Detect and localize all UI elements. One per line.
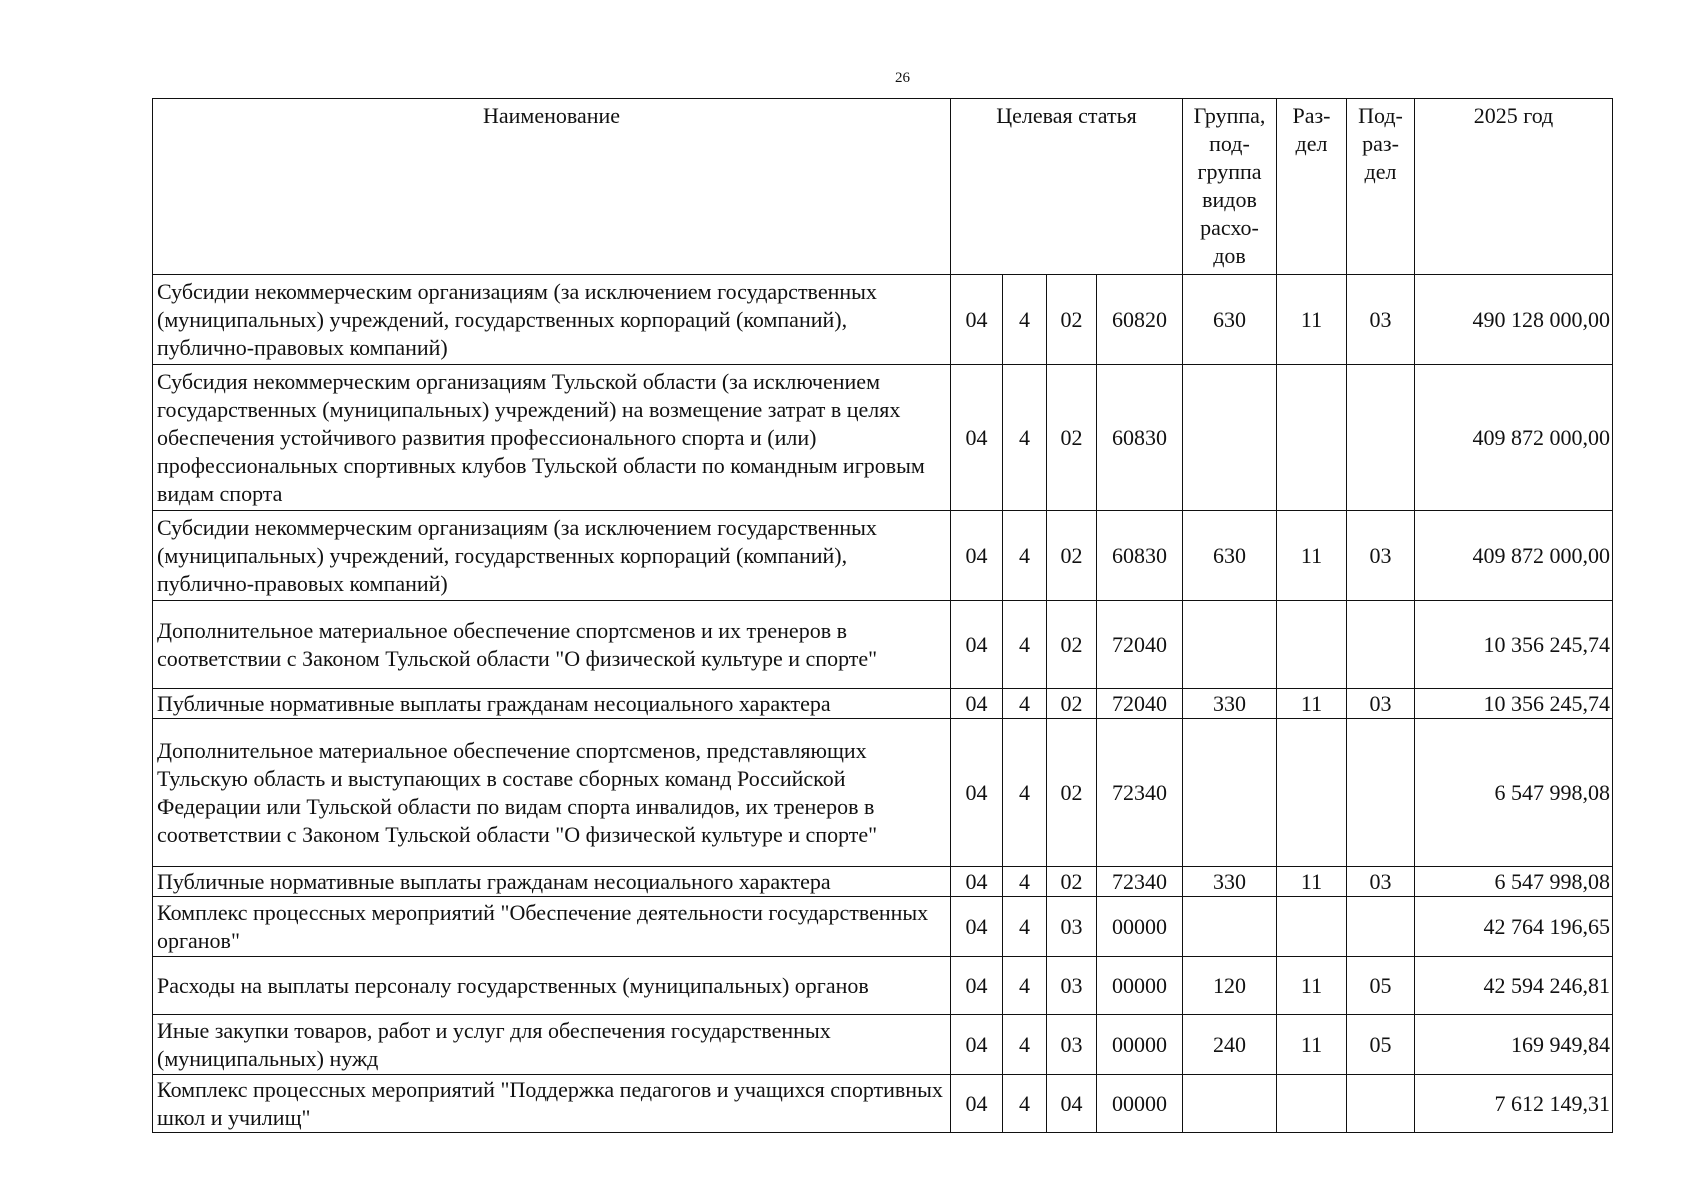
row-code-1: 04 [951, 689, 1003, 719]
row-code-2: 4 [1003, 275, 1047, 365]
row-code-4: 72040 [1097, 601, 1183, 689]
row-code-3: 02 [1047, 365, 1097, 511]
row-code-2: 4 [1003, 1015, 1047, 1075]
row-group: 330 [1183, 689, 1277, 719]
row-code-4: 72040 [1097, 689, 1183, 719]
row-subsection: 03 [1347, 689, 1415, 719]
row-section: 11 [1277, 957, 1347, 1015]
row-section [1277, 601, 1347, 689]
row-name: Комплекс процессных мероприятий "Поддержка педагогов и учащихся спортивных школ и училищ" [153, 1075, 951, 1133]
row-amount: 10 356 245,74 [1415, 601, 1613, 689]
row-name: Субсидия некоммерческим организациям Тульской области (за исключением государственных (муниципальных) учреждений) на возмещение затрат в целях обеспечения устойчивого развития профессионального спорта и (или) профессиональных спортивных клубов Тульской области по командным игровым видам спорта [153, 365, 951, 511]
row-group: 120 [1183, 957, 1277, 1015]
header-target-article: Целевая статья [951, 99, 1183, 275]
row-code-2: 4 [1003, 719, 1047, 867]
table-row [153, 601, 1613, 689]
row-code-4: 72340 [1097, 719, 1183, 867]
row-code-4: 00000 [1097, 957, 1183, 1015]
row-group: 630 [1183, 275, 1277, 365]
row-code-2: 4 [1003, 957, 1047, 1015]
row-section [1277, 1075, 1347, 1133]
row-subsection [1347, 897, 1415, 957]
row-name: Субсидии некоммерческим организациям (за исключением государственных (муниципальных) учреждений, государственных корпораций (компаний), публично-правовых компаний) [153, 511, 951, 601]
row-amount: 6 547 998,08 [1415, 719, 1613, 867]
row-name: Публичные нормативные выплаты гражданам несоциального характера [153, 689, 951, 719]
table-row [153, 511, 1613, 601]
row-subsection [1347, 1075, 1415, 1133]
row-group: 240 [1183, 1015, 1277, 1075]
row-section: 11 [1277, 275, 1347, 365]
table-row [153, 957, 1613, 1015]
table-row [153, 897, 1613, 957]
row-subsection [1347, 719, 1415, 867]
header-section: Раз- дел [1277, 99, 1347, 275]
row-amount: 409 872 000,00 [1415, 511, 1613, 601]
row-subsection: 03 [1347, 867, 1415, 897]
row-code-2: 4 [1003, 867, 1047, 897]
row-group: 630 [1183, 511, 1277, 601]
row-section: 11 [1277, 511, 1347, 601]
row-code-1: 04 [951, 867, 1003, 897]
table-row [153, 275, 1613, 365]
row-code-2: 4 [1003, 601, 1047, 689]
row-code-2: 4 [1003, 897, 1047, 957]
row-code-1: 04 [951, 719, 1003, 867]
row-code-1: 04 [951, 275, 1003, 365]
row-code-3: 03 [1047, 897, 1097, 957]
row-amount: 409 872 000,00 [1415, 365, 1613, 511]
header-subsection: Под- раз- дел [1347, 99, 1415, 275]
header-expense-group: Группа, под- группа видов расхо- дов [1183, 99, 1277, 275]
row-amount: 42 764 196,65 [1415, 897, 1613, 957]
row-code-3: 02 [1047, 511, 1097, 601]
table-header-row [153, 99, 1613, 275]
row-section [1277, 897, 1347, 957]
row-name: Комплекс процессных мероприятий "Обеспечение деятельности государственных органов" [153, 897, 951, 957]
row-code-2: 4 [1003, 689, 1047, 719]
table-row [153, 365, 1613, 511]
row-code-2: 4 [1003, 511, 1047, 601]
row-group: 330 [1183, 867, 1277, 897]
row-subsection: 03 [1347, 511, 1415, 601]
row-code-3: 02 [1047, 867, 1097, 897]
row-group [1183, 365, 1277, 511]
row-subsection [1347, 601, 1415, 689]
row-code-1: 04 [951, 1075, 1003, 1133]
row-code-3: 03 [1047, 957, 1097, 1015]
row-section [1277, 365, 1347, 511]
row-amount: 169 949,84 [1415, 1015, 1613, 1075]
header-name: Наименование [153, 99, 951, 275]
row-code-3: 03 [1047, 1015, 1097, 1075]
table-row [153, 867, 1613, 897]
row-name: Расходы на выплаты персоналу государственных (муниципальных) органов [153, 957, 951, 1015]
row-section [1277, 719, 1347, 867]
row-section: 11 [1277, 867, 1347, 897]
row-code-1: 04 [951, 365, 1003, 511]
row-code-2: 4 [1003, 1075, 1047, 1133]
row-code-1: 04 [951, 897, 1003, 957]
row-amount: 490 128 000,00 [1415, 275, 1613, 365]
table-row [153, 719, 1613, 867]
row-amount: 42 594 246,81 [1415, 957, 1613, 1015]
row-code-4: 72340 [1097, 867, 1183, 897]
row-code-4: 60820 [1097, 275, 1183, 365]
row-subsection: 05 [1347, 1015, 1415, 1075]
row-group [1183, 1075, 1277, 1133]
row-group [1183, 601, 1277, 689]
row-name: Иные закупки товаров, работ и услуг для обеспечения государственных (муниципальных) нужд [153, 1015, 951, 1075]
row-code-3: 04 [1047, 1075, 1097, 1133]
row-code-4: 60830 [1097, 365, 1183, 511]
row-code-1: 04 [951, 1015, 1003, 1075]
row-code-3: 02 [1047, 275, 1097, 365]
header-year: 2025 год [1415, 99, 1613, 275]
row-amount: 6 547 998,08 [1415, 867, 1613, 897]
row-subsection [1347, 365, 1415, 511]
table-row [153, 1015, 1613, 1075]
row-name: Субсидии некоммерческим организациям (за исключением государственных (муниципальных) учреждений, государственных корпораций (компаний), публично-правовых компаний) [153, 275, 951, 365]
row-code-4: 00000 [1097, 897, 1183, 957]
row-subsection: 03 [1347, 275, 1415, 365]
row-code-1: 04 [951, 957, 1003, 1015]
row-code-2: 4 [1003, 365, 1047, 511]
row-group [1183, 897, 1277, 957]
budget-table [152, 98, 1613, 1133]
row-section: 11 [1277, 1015, 1347, 1075]
row-code-4: 00000 [1097, 1015, 1183, 1075]
row-amount: 10 356 245,74 [1415, 689, 1613, 719]
row-amount: 7 612 149,31 [1415, 1075, 1613, 1133]
row-name: Дополнительное материальное обеспечение спортсменов и их тренеров в соответствии с Законом Тульской области "О физической культуре и спорте" [153, 601, 951, 689]
row-code-1: 04 [951, 511, 1003, 601]
row-code-3: 02 [1047, 689, 1097, 719]
row-name: Дополнительное материальное обеспечение спортсменов, представляющих Тульскую область и выступающих в составе сборных команд Российской Федерации или Тульской области по видам спорта инвалидов, их тренеров в соответствии с Законом Тульской области "О физической культуре и спорте" [153, 719, 951, 867]
table-row [153, 689, 1613, 719]
page-number: 26 [895, 70, 910, 86]
row-code-4: 00000 [1097, 1075, 1183, 1133]
row-code-4: 60830 [1097, 511, 1183, 601]
row-subsection: 05 [1347, 957, 1415, 1015]
row-group [1183, 719, 1277, 867]
row-name: Публичные нормативные выплаты гражданам несоциального характера [153, 867, 951, 897]
row-code-1: 04 [951, 601, 1003, 689]
row-code-3: 02 [1047, 719, 1097, 867]
row-section: 11 [1277, 689, 1347, 719]
table-row [153, 1075, 1613, 1133]
row-code-3: 02 [1047, 601, 1097, 689]
